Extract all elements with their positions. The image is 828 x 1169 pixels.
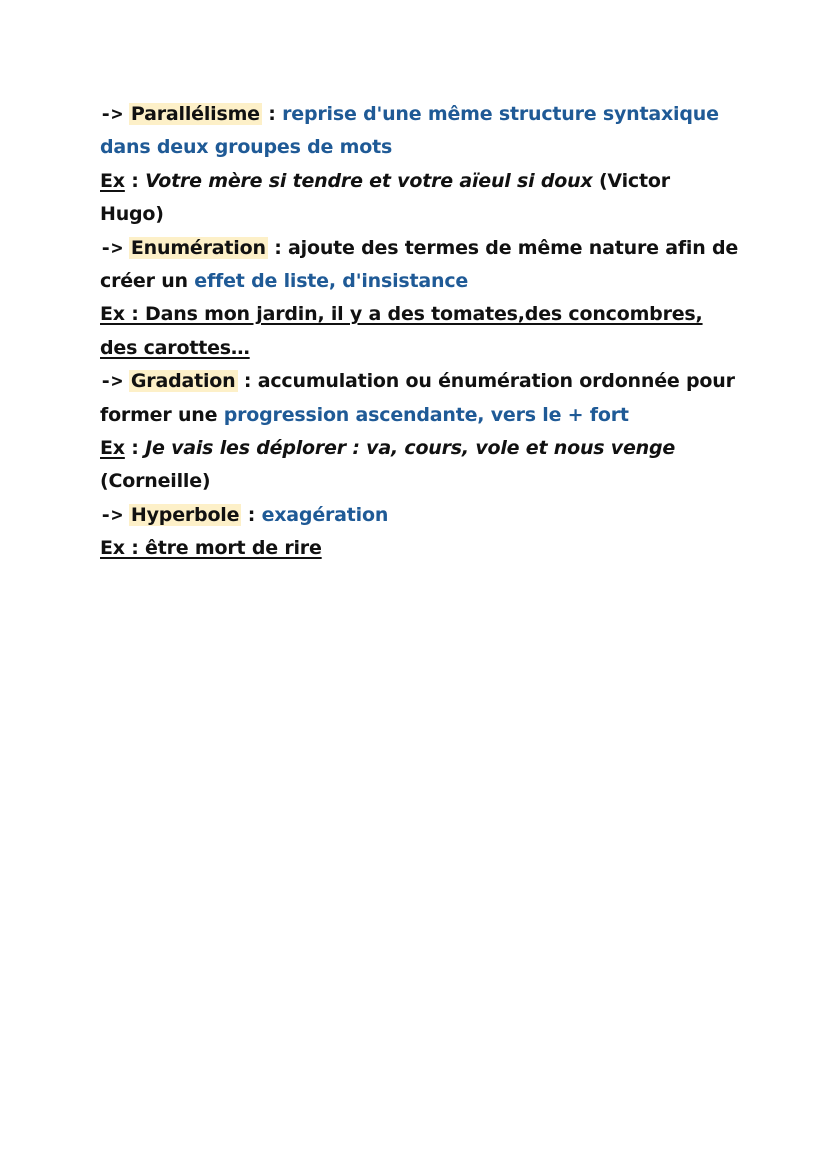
definition-enumeration-part1: ajoute des termes de même nature afin de [288,236,739,259]
term-gradation: Gradation [130,370,236,393]
example-hyperbole-line [100,532,740,565]
definition-enumeration-line2 [100,265,740,298]
document-page [100,98,740,565]
example-gradation-quote: Je vais les déplorer : va, cours, vole et nous venge [145,436,676,459]
definition-enumeration-plain: créer un [100,269,188,292]
example-hyperbole: Ex : être mort de rire [100,537,322,560]
term-hyperbole: Hyperbole [130,503,240,526]
example-parallelisme-line1 [100,165,740,198]
definition-parallelisme-part1: reprise d'une même structure syntaxique [282,103,719,125]
example-parallelisme-line2: Hugo) [100,203,164,226]
arrow-marker: -> [100,503,123,526]
example-enumeration-line2: des carottes… [100,336,250,359]
example-enumeration-line1: Ex : Dans mon jardin, il y a des tomates,des concombres, [100,303,703,326]
example-gradation-line1 [100,432,740,465]
term-colon: : [247,503,256,526]
definition-enumeration-blue: effet de liste, d'insistance [194,269,469,292]
example-parallelisme-quote: Votre mère si tendre et votre aïeul si doux [145,169,593,192]
term-colon: : [268,103,276,125]
definition-gradation-part1: accumulation ou énumération ordonnée pour [257,370,735,393]
example-parallelisme-author: (Victor [598,169,670,192]
definition-hyperbole: exagération [261,503,389,526]
hyperbole-heading-line [100,499,740,532]
arrow-marker: -> [100,103,123,125]
example-label: Ex [100,436,125,459]
enumeration-heading-line [100,232,740,265]
definition-gradation-blue: progression ascendante, vers le + fort [223,403,629,426]
example-label: Ex [100,169,125,192]
definition-gradation-line2 [100,399,740,432]
term-colon: : [274,236,282,259]
term-enumeration: Enumération [130,236,266,259]
example-colon: : [131,436,139,459]
definition-gradation-plain: former une [100,403,218,426]
definition-parallelisme-part2: dans deux groupes de mots [100,136,393,159]
term-parallelisme: Parallélisme [130,103,260,125]
term-colon: : [243,370,252,393]
parallelisme-heading-line [100,98,740,131]
example-gradation-line2: (Corneille) [100,470,211,493]
gradation-heading-line [100,365,740,398]
example-colon: : [131,169,139,192]
arrow-marker: -> [100,236,123,259]
arrow-marker: -> [100,370,123,393]
